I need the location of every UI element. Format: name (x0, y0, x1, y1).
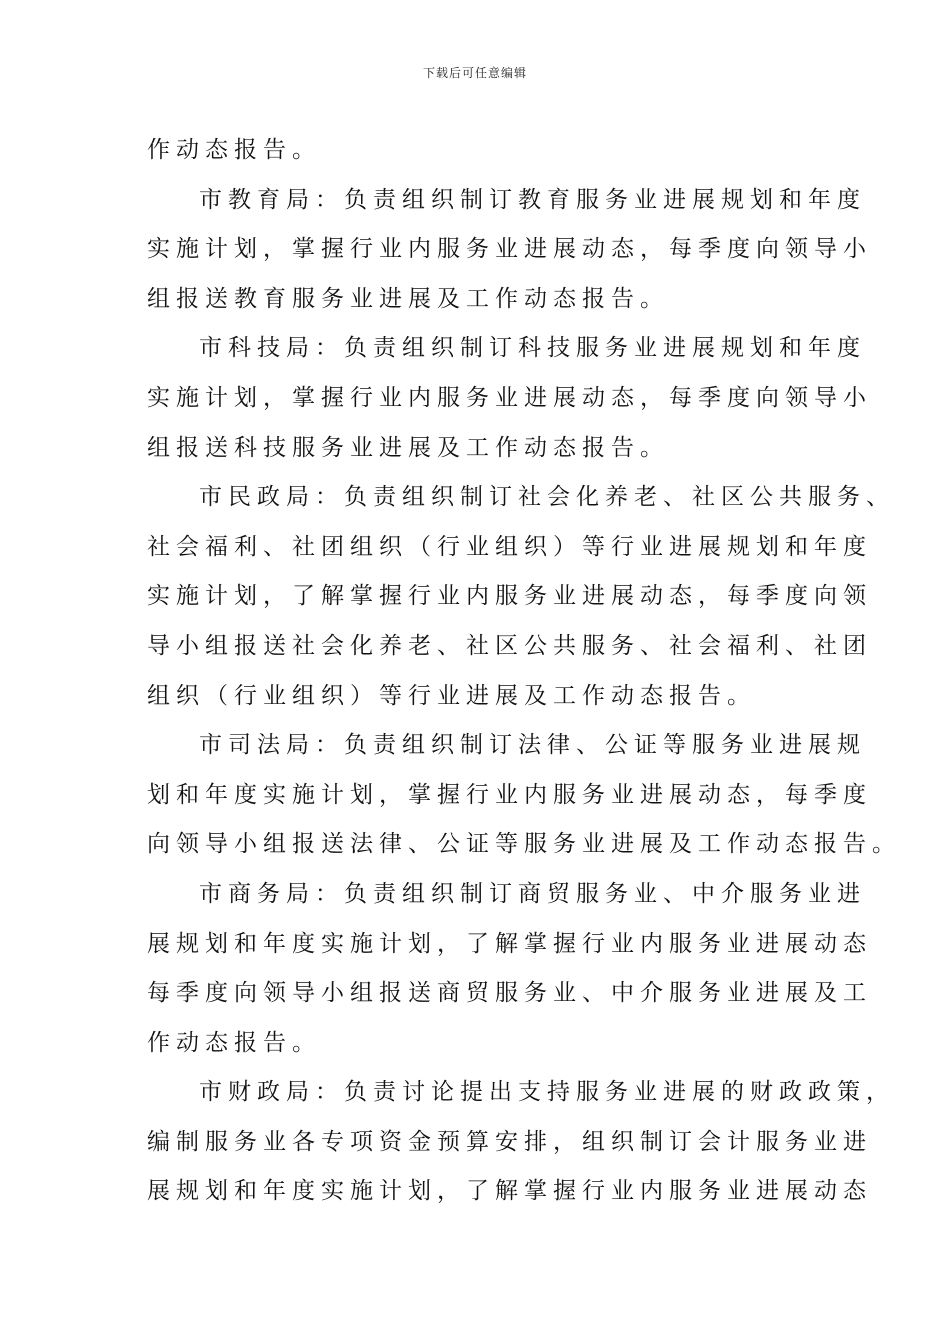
paragraph-start-line: 市民政局：负责组织制订社会化养老、社区公共服务、 (199, 484, 895, 511)
body-line: 社会福利、社团组织（行业组织）等行业进展规划和年度 (147, 533, 872, 560)
paragraph-start-line: 市商务局：负责组织制订商贸服务业、中介服务业进 (199, 880, 866, 907)
document-body (147, 126, 901, 1217)
body-line: 实施计划，掌握行业内服务业进展动态，每季度向领导小 (147, 236, 872, 263)
body-line: 导小组报送社会化养老、社区公共服务、社会福利、社团 (147, 632, 872, 659)
body-line: 实施计划，掌握行业内服务业进展动态，每季度向领导小 (147, 384, 872, 411)
body-line: 组报送科技服务业进展及工作动态报告。 (147, 434, 669, 461)
paragraph-start-line: 市司法局：负责组织制订法律、公证等服务业进展规 (199, 732, 866, 759)
body-line: 组织（行业组织）等行业进展及工作动态报告。 (147, 682, 756, 709)
body-line: 每季度向领导小组报送商贸服务业、中介服务业进展及工 (147, 980, 872, 1007)
body-line: 实施计划，了解掌握行业内服务业进展动态，每季度向领 (147, 583, 872, 610)
paragraph-start-line: 市科技局：负责组织制订科技服务业进展规划和年度 (199, 335, 866, 362)
body-line: 展规划和年度实施计划，了解掌握行业内服务业进展动态 (147, 930, 872, 957)
body-line: 组报送教育服务业进展及工作动态报告。 (147, 285, 669, 312)
body-line: 作动态报告。 (147, 1029, 321, 1056)
paragraph-start-line: 市教育局：负责组织制订教育服务业进展规划和年度 (199, 186, 866, 213)
body-line: 向领导小组报送法律、公证等服务业进展及工作动态报告。 (147, 831, 901, 858)
body-line: 编制服务业各专项资金预算安排，组织制订会计服务业进 (147, 1128, 872, 1155)
paragraph-start-line: 市财政局：负责讨论提出支持服务业进展的财政政策， (199, 1079, 895, 1106)
body-line: 划和年度实施计划，掌握行业内服务业进展动态，每季度 (147, 781, 872, 808)
page-header: 下载后可任意编辑 (422, 66, 527, 80)
body-line: 作动态报告。 (147, 137, 321, 163)
body-line: 展规划和年度实施计划，了解掌握行业内服务业进展动态 (147, 1178, 872, 1205)
